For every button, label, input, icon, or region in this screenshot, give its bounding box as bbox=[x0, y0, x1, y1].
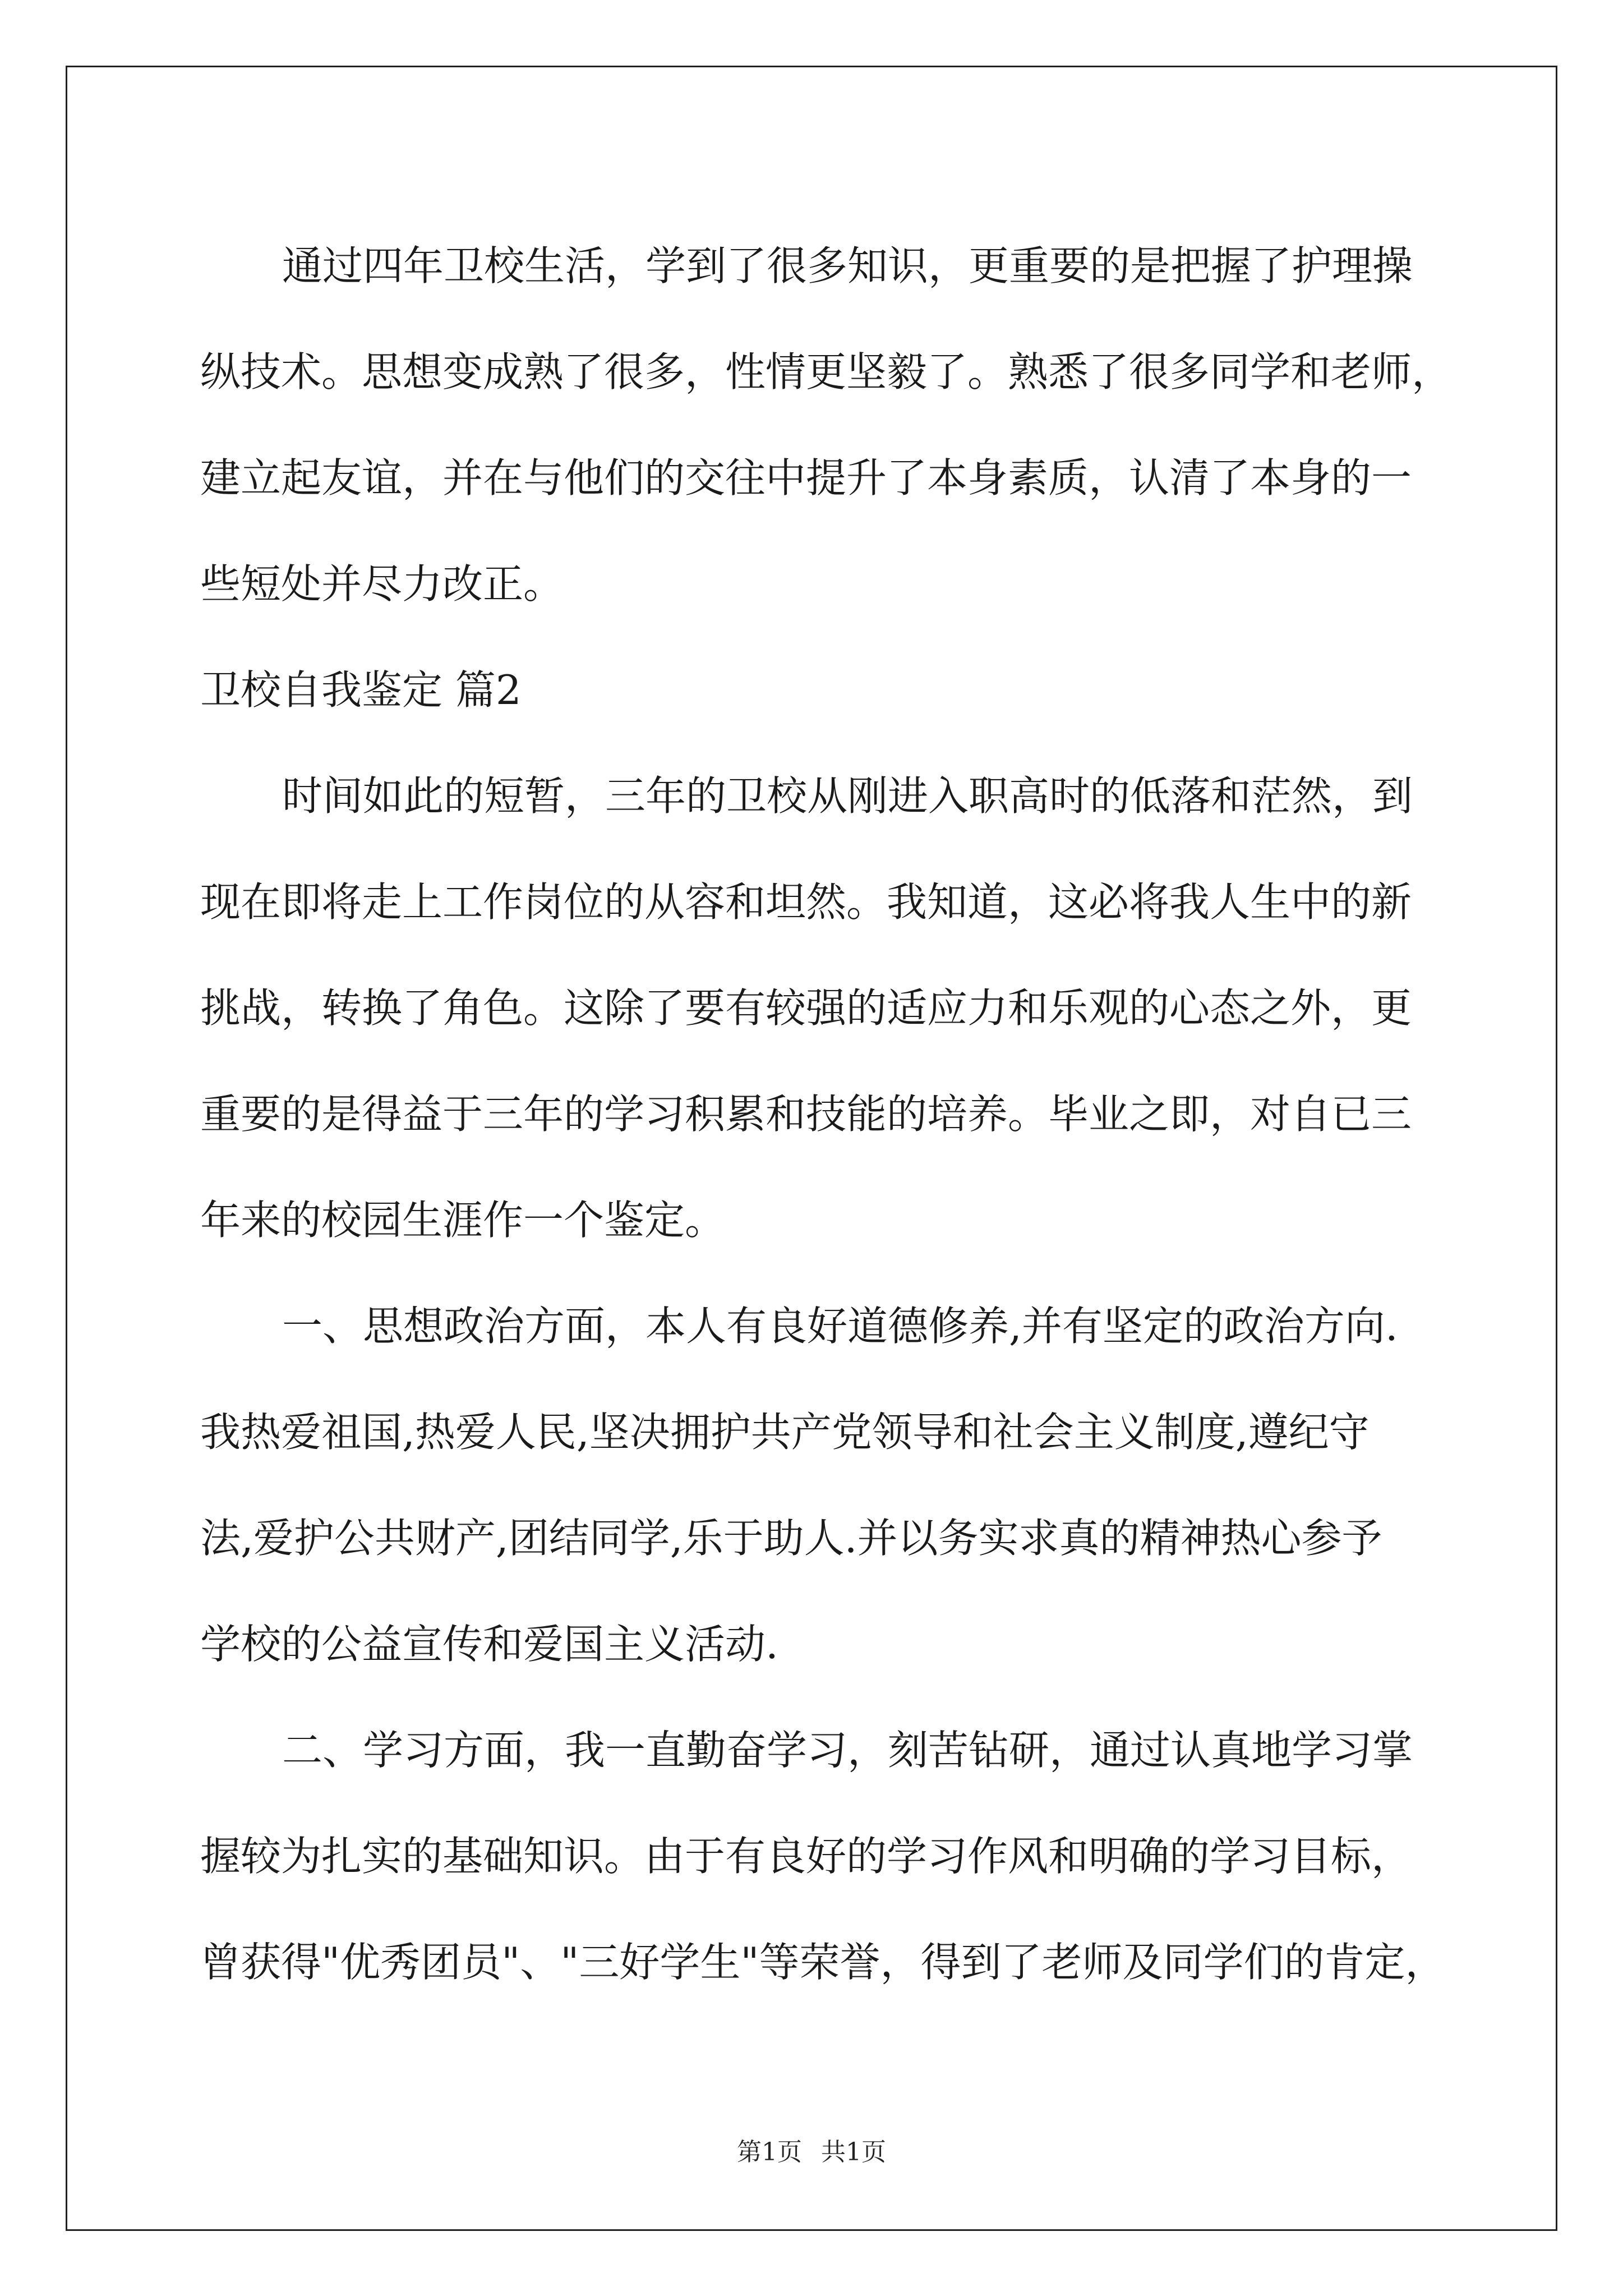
paragraph-line: 年来的校园生涯作一个鉴定。 bbox=[200, 1197, 726, 1244]
section-heading: 卫校自我鉴定 篇2 bbox=[200, 666, 522, 714]
paragraph-line: 重要的是得益于三年的学习积累和技能的培养。毕业之即，对自已三 bbox=[200, 1091, 1412, 1138]
paragraph-4 bbox=[200, 1697, 1446, 2016]
paragraph-line: 握较为扎实的基础知识。由于有良好的学习作风和明确的学习目标， bbox=[200, 1833, 1412, 1880]
paragraph-1 bbox=[200, 213, 1453, 637]
paragraph-line: 建立起友谊，并在与他们的交往中提升了本身素质，认清了本身的一 bbox=[200, 454, 1412, 501]
paragraph-line: 一、思想政治方面，本人有良好道德修养,并有坚定的政治方向. bbox=[282, 1303, 1398, 1350]
paragraph-line: 法,爱护公共财产,团结同学,乐于助人.并以务实求真的精神热心参予 bbox=[200, 1515, 1382, 1562]
paragraph-line: 现在即将走上工作岗位的从容和坦然。我知道，这必将我人生中的新 bbox=[200, 878, 1412, 926]
page-number-total: 共1页 bbox=[821, 2138, 886, 2166]
document-body bbox=[200, 213, 1453, 2016]
paragraph-line: 学校的公益宣传和爱国主义活动. bbox=[200, 1621, 778, 1668]
paragraph-2 bbox=[200, 743, 1428, 1273]
paragraph-line: 二、学习方面，我一直勤奋学习，刻苦钻研，通过认真地学习掌 bbox=[282, 1727, 1413, 1774]
paragraph-line: 纵技术。思想变成熟了很多，性情更坚毅了。熟悉了很多同学和老师， bbox=[200, 348, 1453, 395]
paragraph-line: 些短处并尽力改正。 bbox=[200, 560, 564, 608]
paragraph-line: 挑战，转换了角色。这除了要有较强的适应力和乐观的心态之外，更 bbox=[200, 984, 1412, 1032]
paragraph-line: 我热爱祖国,热爱人民,坚决拥护共产党领导和社会主义制度,遵纪守 bbox=[200, 1409, 1370, 1456]
page-number-current: 第1页 bbox=[737, 2138, 802, 2166]
paragraph-line: 曾获得"优秀团员"、"三好学生"等荣誉，得到了老师及同学们的肯定， bbox=[200, 1939, 1446, 1986]
paragraph-3 bbox=[200, 1273, 1428, 1697]
paragraph-line: 时间如此的短暂，三年的卫校从刚进入职高时的低落和茫然，到 bbox=[282, 772, 1413, 820]
page-footer bbox=[0, 2132, 1623, 2168]
paragraph-line: 通过四年卫校生活，学到了很多知识，更重要的是把握了护理操 bbox=[282, 242, 1413, 289]
